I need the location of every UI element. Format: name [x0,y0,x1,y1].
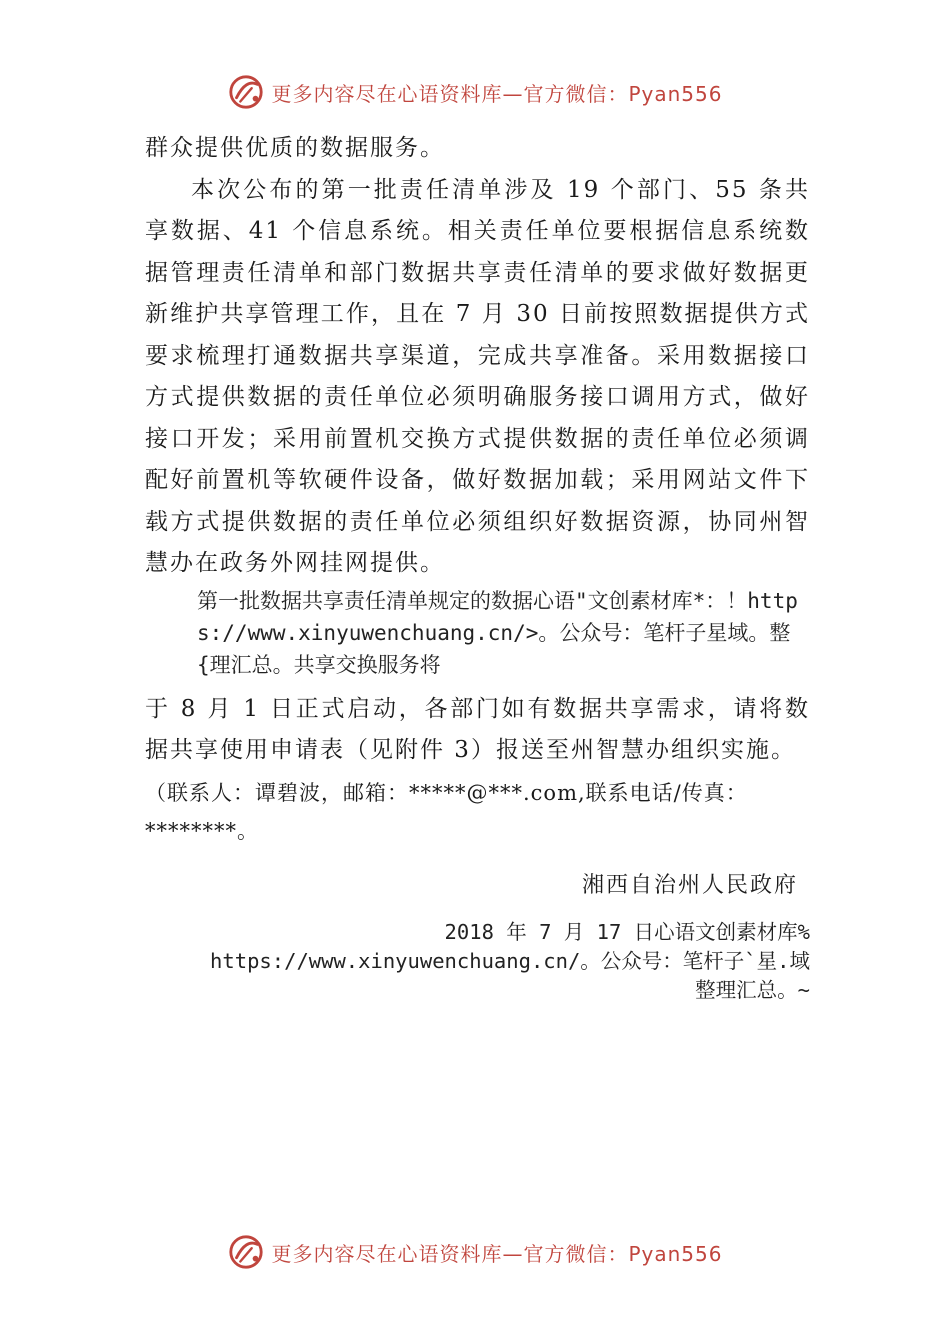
footer-watermark-banner [0,1232,950,1272]
contact-info: （联系人：谭碧波，邮箱：*****@***.com,联系电话/传真： ********。 [145,780,748,843]
issuing-organization: 湘西自治州人民政府 [581,872,798,898]
document-body [145,128,810,1005]
brand-logo-icon [227,73,265,111]
date-line-3: 整理汇总。~ [695,977,810,1002]
date-line [143,918,810,1005]
paragraph-1: 群众提供优质的数据服务。 [145,135,445,161]
watermark-text: 更多内容尽在心语资料库—官方微信：Pyan556 [271,1241,723,1266]
watermark-text: 更多内容尽在心语资料库—官方微信：Pyan556 [271,81,723,106]
paragraph-3: 于 8 月 1 日正式启动，各部门如有数据共享需求，请将数据共享使用申请表（见附件 3）报送至州智慧办组织实施。 [145,695,810,763]
header-watermark-banner [0,72,950,112]
watermark-noise-text: 第一批数据共享责任清单规定的数据心语"文创素材库*：！https://www.xinyuwenchuang.cn/>。公众号：笔杆子星域。整{理汇总。共享交换服务将 [197,588,798,677]
date-line-2: https://www.xinyuwenchuang.cn/。公众号：笔杆子`星.域 [210,948,810,973]
brand-logo-icon [227,1233,265,1271]
date-line-1: 2018 年 7 月 17 日心语文创素材库% [444,919,810,944]
paragraph-2: 本次公布的第一批责任清单涉及 19 个部门、55 条共享数据、41 个信息系统。相关责任单位要根据信息系统数据管理责任清单和部门数据共享责任清单的要求做好数据更新维护共享管理工作，且在 7 月 30 日前按照数据提供方式要求梳理打通数据共享渠道，完成共享准备。采用数据接口方式提供数据的责任单位必须明确服务接口调用方式，做好接口开发；采用前置机交换方式提供数据的责任单位必须调配好前置机等软硬件设备，做好数据加载；采用网站文件下载方式提供数据的责任单位必须组织好数据资源，协同州智慧办在政务外网挂网提供。 [145,176,810,576]
